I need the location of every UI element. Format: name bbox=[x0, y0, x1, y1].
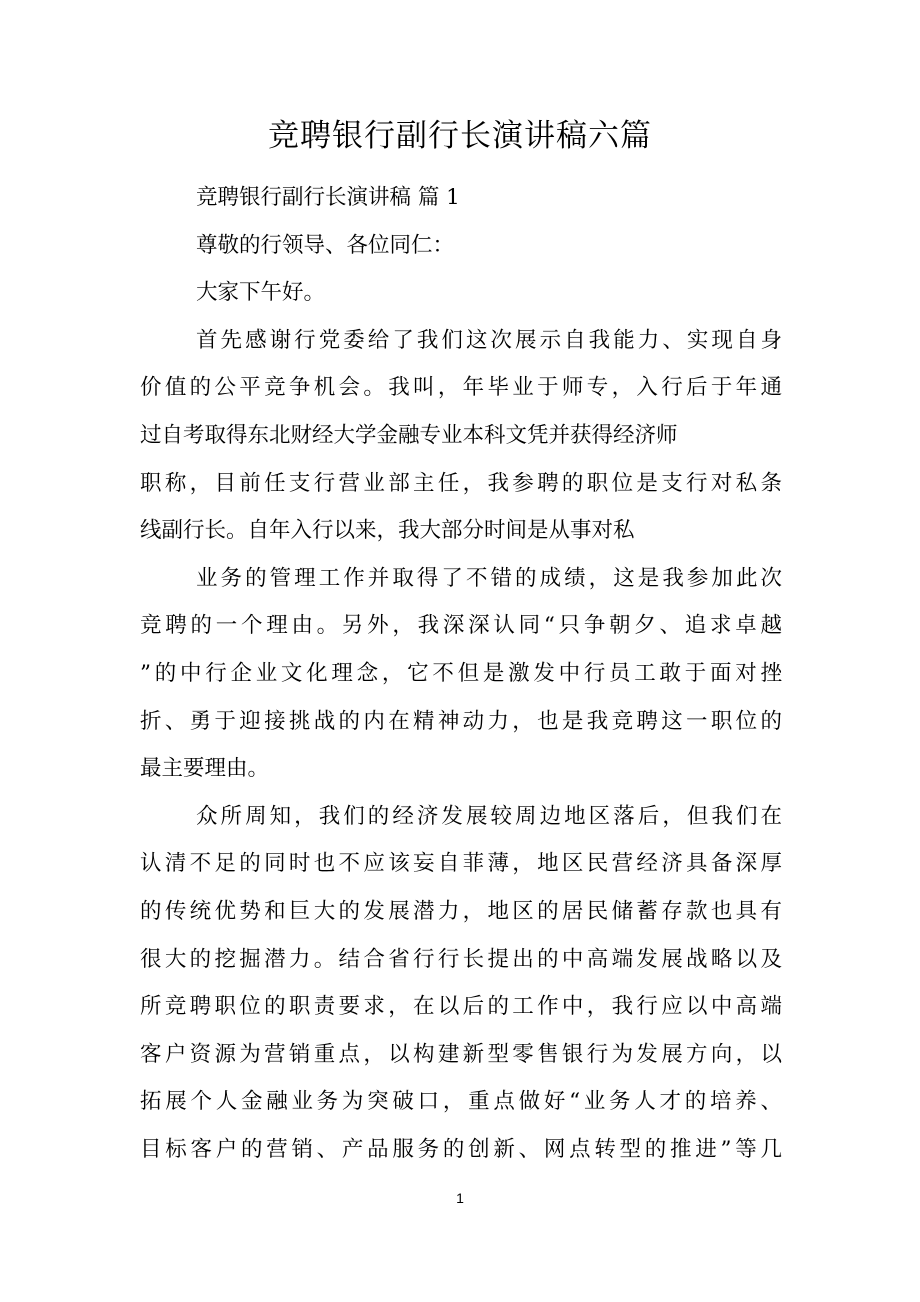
text-line: 所竞聘职位的职责要求，在以后的工作中，我行应以中高端 bbox=[140, 994, 782, 1020]
text-line: 业务的管理工作并取得了不错的成绩，这是我参加此次 bbox=[196, 565, 782, 591]
text-line: 目标客户的营销、产品服务的创新、网点转型的推进”等几 bbox=[140, 1136, 782, 1162]
text-line: 职称，目前任支行营业部主任，我参聘的职位是支行对私条 bbox=[140, 470, 782, 496]
text-line: 线副行长。自年入行以来，我大部分时间是从事对私 bbox=[140, 518, 635, 544]
text-line: 拓展个人金融业务为突破口，重点做好“业务人才的培养、 bbox=[140, 1089, 782, 1115]
document-body bbox=[140, 174, 782, 1173]
text-line: 折、勇于迎接挑战的内在精神动力，也是我竞聘这一职位的 bbox=[140, 708, 782, 734]
text-line: 竞聘的一个理由。另外，我深深认同“只争朝夕、追求卓越 bbox=[140, 613, 782, 639]
text-line: 众所周知，我们的经济发展较周边地区落后，但我们在 bbox=[196, 803, 782, 829]
text-line: 最主要理由。 bbox=[140, 756, 270, 782]
document-title: 竞聘银行副行长演讲稿六篇 bbox=[268, 118, 652, 154]
text-line: 大家下午好。 bbox=[196, 280, 326, 306]
text-line: 价值的公平竞争机会。我叫，年毕业于师专，入行后于年通 bbox=[140, 375, 782, 401]
text-line: 的传统优势和巨大的发展潜力，地区的居民储蓄存款也具有 bbox=[140, 898, 782, 924]
text-line: ”的中行企业文化理念，它不但是激发中行员工敢于面对挫 bbox=[140, 660, 782, 686]
text-line: 客户资源为营销重点，以构建新型零售银行为发展方向，以 bbox=[140, 1041, 782, 1067]
text-line: 很大的挖掘潜力。结合省行行长提出的中高端发展战略以及 bbox=[140, 946, 782, 972]
text-line: 首先感谢行党委给了我们这次展示自我能力、实现自身 bbox=[196, 327, 782, 353]
page-number: 1 bbox=[456, 1190, 464, 1206]
text-line: 过自考取得东北财经大学金融专业本科文凭并获得经济师 bbox=[140, 422, 678, 448]
text-line: 尊敬的行领导、各位同仁： bbox=[196, 232, 455, 258]
text-line: 竞聘银行副行长演讲稿 篇 1 bbox=[196, 185, 460, 210]
text-line: 认清不足的同时也不应该妄自菲薄，地区民营经济具备深厚 bbox=[140, 851, 782, 877]
